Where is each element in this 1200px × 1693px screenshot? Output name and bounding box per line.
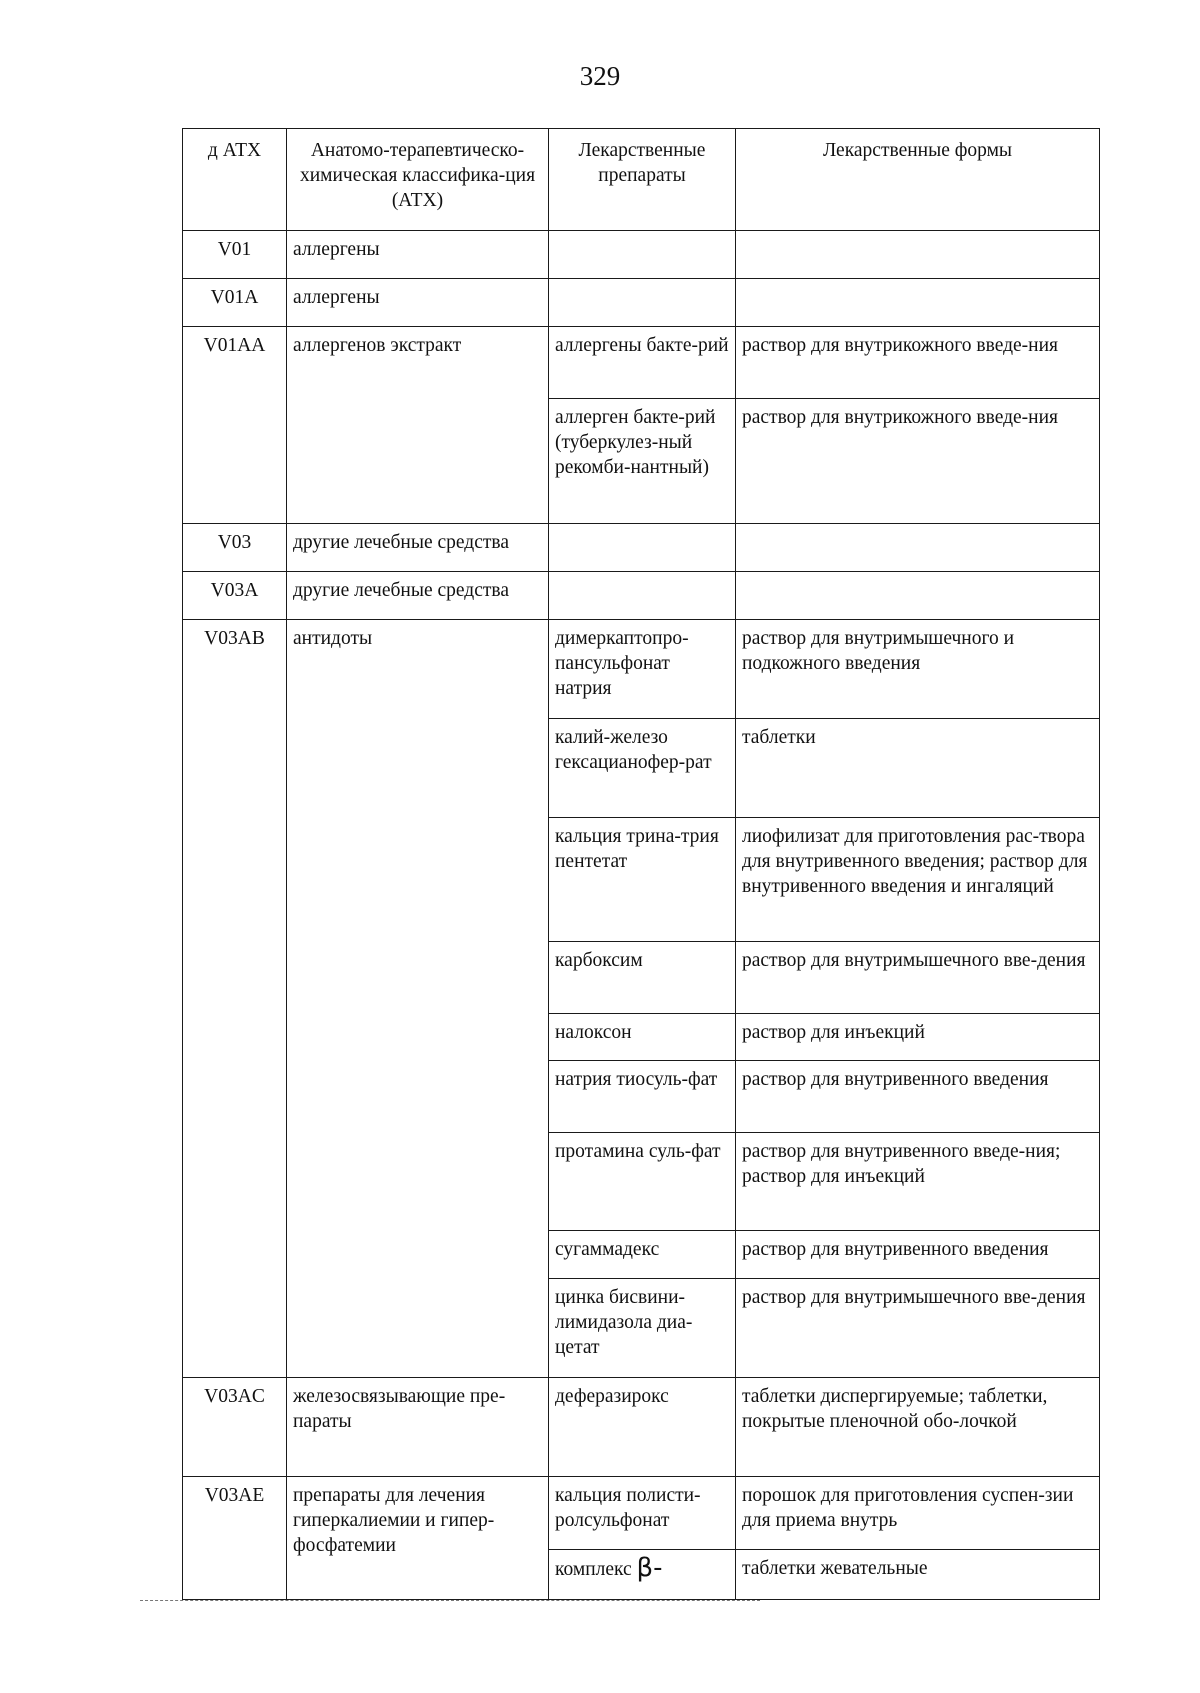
header-drugs: Лекарственные препараты: [549, 129, 736, 231]
dosage-form: таблетки: [736, 719, 1100, 818]
drug-name-text: комплекс: [555, 1559, 632, 1580]
atx-code: V01AA: [183, 327, 287, 524]
table-row: [183, 231, 1100, 279]
dosage-form: раствор для внутримышечного вве-дения: [736, 942, 1100, 1014]
atx-code: V03AC: [183, 1378, 287, 1477]
atx-name: другие лечебные средства: [287, 524, 549, 572]
atx-code: V03AB: [183, 620, 287, 1378]
drug-name: кальция трина-трия пентетат: [549, 818, 736, 942]
drug-name: [549, 231, 736, 279]
drug-name: налоксон: [549, 1014, 736, 1061]
dosage-form: [736, 572, 1100, 620]
dosage-form: лиофилизат для приготовления рас-твора для внутривенного введения; раствор для внутривенного введения и ингаляций: [736, 818, 1100, 942]
dosage-form: раствор для внутрикожного введе-ния: [736, 327, 1100, 399]
drug-name: [549, 524, 736, 572]
drug-name: [549, 572, 736, 620]
header-atx-classification: Анатомо-терапевтическо-химическая классифика-ция (АТХ): [287, 129, 549, 231]
dosage-form: раствор для внутривенного введе-ния; раствор для инъекций: [736, 1133, 1100, 1231]
drug-name: [549, 1550, 736, 1600]
dosage-form: [736, 524, 1100, 572]
drug-name: аллергены бакте-рий: [549, 327, 736, 399]
drug-name: [549, 279, 736, 327]
dosage-form: порошок для приготовления суспен-зии для приема внутрь: [736, 1477, 1100, 1550]
header-dosage-forms: Лекарственные формы: [736, 129, 1100, 231]
atx-name: аллергены: [287, 279, 549, 327]
table-row: [183, 572, 1100, 620]
dosage-form: [736, 279, 1100, 327]
table-row: [183, 620, 1100, 719]
atx-name: антидоты: [287, 620, 549, 1378]
atx-code: V01: [183, 231, 287, 279]
table-row: [183, 524, 1100, 572]
atx-code: V01A: [183, 279, 287, 327]
dosage-form: таблетки жевательные: [736, 1550, 1100, 1600]
dosage-form: раствор для инъекций: [736, 1014, 1100, 1061]
table-row: [183, 1477, 1100, 1550]
table-row: [183, 279, 1100, 327]
atx-code: V03AE: [183, 1477, 287, 1600]
atx-name: аллергенов экстракт: [287, 327, 549, 524]
drug-name: калий-железо гексацианофер-рат: [549, 719, 736, 818]
table-header-row: [183, 129, 1100, 231]
drug-name: карбоксим: [549, 942, 736, 1014]
dosage-form: раствор для внутривенного введения: [736, 1231, 1100, 1279]
drug-name: натрия тиосуль-фат: [549, 1061, 736, 1133]
atx-name: железосвязывающие пре-параты: [287, 1378, 549, 1477]
drug-name: кальция полисти-ролсульфонат: [549, 1477, 736, 1550]
drug-name: сугаммадекс: [549, 1231, 736, 1279]
atx-code: V03A: [183, 572, 287, 620]
dosage-form: раствор для внутримышечного и подкожного введения: [736, 620, 1100, 719]
page-bottom-rule: [140, 1600, 760, 1601]
atx-table: [182, 128, 1100, 1600]
atx-name: препараты для лечения гиперкалиемии и гипер-фосфатемии: [287, 1477, 549, 1600]
page-number: 329: [579, 61, 621, 91]
header-code: д АТХ: [183, 129, 287, 231]
beta-symbol: β-: [636, 1553, 663, 1583]
drug-name: аллерген бакте-рий (туберкулез-ный рекомби-нантный): [549, 399, 736, 524]
table-row: [183, 327, 1100, 399]
drug-name: цинка бисвини-лимидазола диа-цетат: [549, 1279, 736, 1378]
table-row: [183, 1378, 1100, 1477]
atx-name: аллергены: [287, 231, 549, 279]
drug-name: протамина суль-фат: [549, 1133, 736, 1231]
atx-code: V03: [183, 524, 287, 572]
drug-name: димеркаптопро-пансульфонат натрия: [549, 620, 736, 719]
drug-name: деферазирокс: [549, 1378, 736, 1477]
dosage-form: раствор для внутривенного введения: [736, 1061, 1100, 1133]
dosage-form: раствор для внутрикожного введе-ния: [736, 399, 1100, 524]
dosage-form: [736, 231, 1100, 279]
dosage-form: раствор для внутримышечного вве-дения: [736, 1279, 1100, 1378]
dosage-form: таблетки диспергируемые; таблетки, покрытые пленочной обо-лочкой: [736, 1378, 1100, 1477]
atx-name: другие лечебные средства: [287, 572, 549, 620]
